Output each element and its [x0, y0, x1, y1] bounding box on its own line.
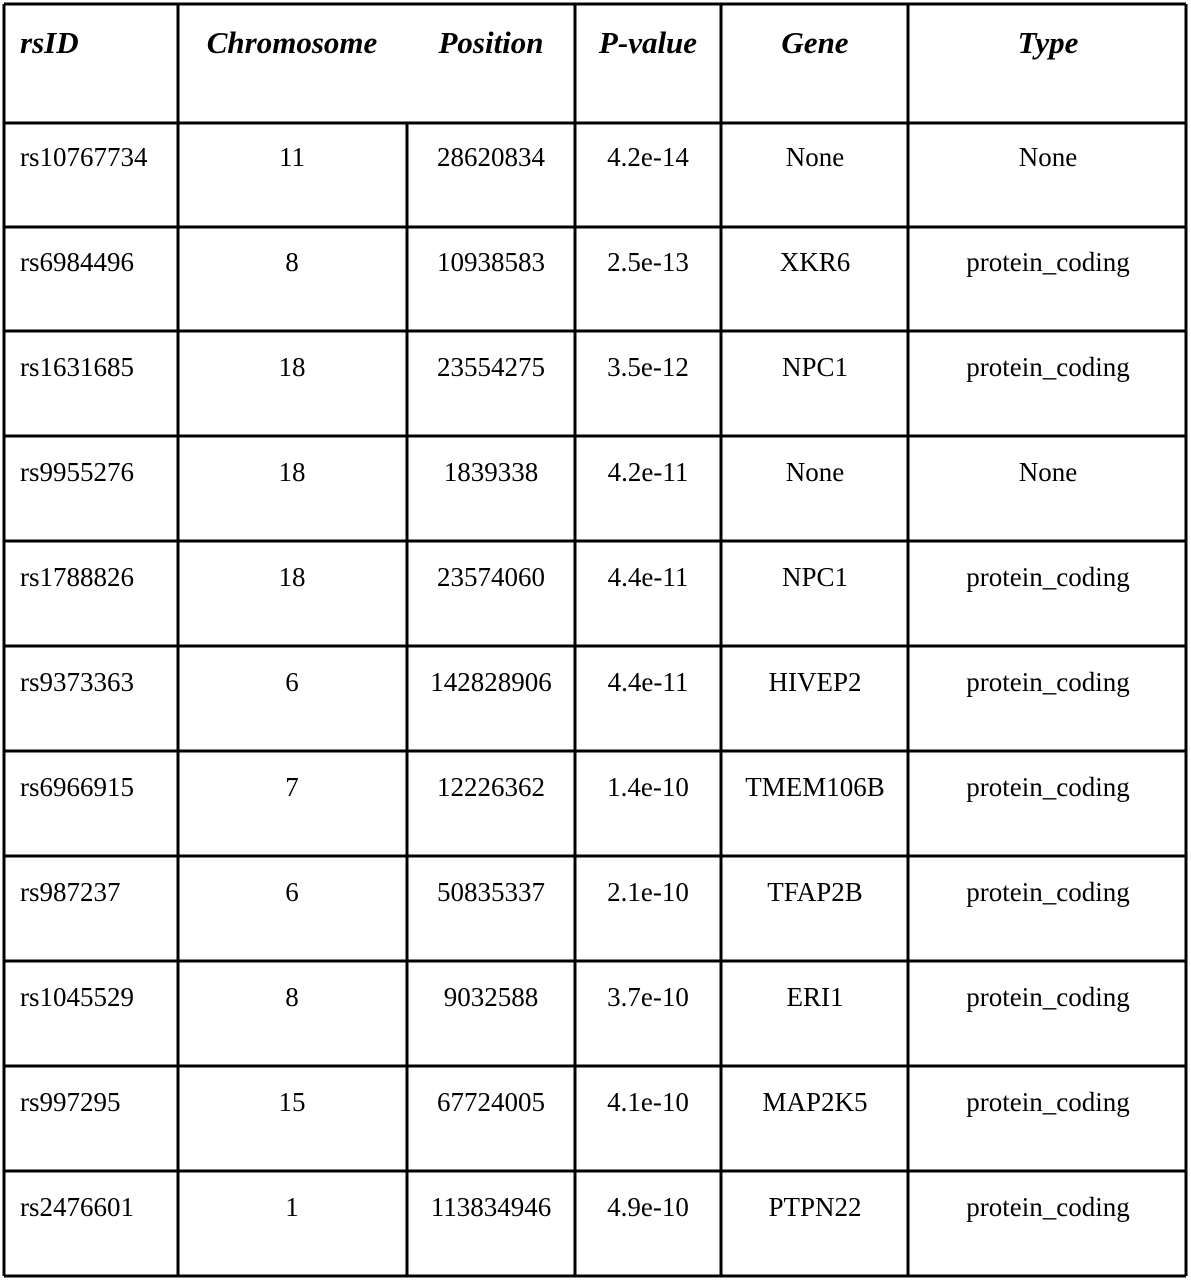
chromosome-cell: 8 [285, 247, 299, 277]
gene-cell: NPC1 [781, 562, 849, 592]
position-cell: 23574060 [437, 562, 545, 592]
pvalue-cell: 3.5e-12 [607, 352, 689, 382]
position-cell: 28620834 [437, 142, 545, 172]
rsid-cell: rs6984496 [20, 247, 134, 277]
type-cell: protein_coding [966, 982, 1130, 1012]
rsid-cell: rs1045529 [20, 982, 134, 1012]
rsid-cell: rs2476601 [20, 1192, 134, 1222]
type-cell: protein_coding [966, 562, 1130, 592]
header-rsid: rsID [20, 25, 79, 60]
chromosome-cell: 18 [278, 352, 306, 382]
header-gene: Gene [781, 25, 849, 60]
type-cell: protein_coding [966, 247, 1130, 277]
gene-cell: TMEM106B [745, 772, 885, 802]
header-pvalue: P-value [598, 25, 698, 60]
type-cell: protein_coding [966, 1192, 1130, 1222]
type-cell: protein_coding [966, 772, 1130, 802]
position-cell: 113834946 [430, 1192, 552, 1222]
rsid-cell: rs997295 [20, 1087, 121, 1117]
type-cell: protein_coding [966, 667, 1130, 697]
type-cell: None [1018, 142, 1078, 172]
pvalue-cell: 4.2e-11 [607, 457, 689, 487]
chromosome-cell: 6 [285, 877, 299, 907]
gene-cell: None [785, 142, 845, 172]
pvalue-cell: 4.2e-14 [607, 142, 689, 172]
chromosome-cell: 7 [285, 772, 299, 802]
type-cell: protein_coding [966, 1087, 1130, 1117]
header-position: Position [438, 25, 544, 60]
header-type: Type [1017, 25, 1079, 60]
header-chromosome: Chromosome [206, 25, 378, 60]
rsid-cell: rs10767734 [20, 142, 148, 172]
pvalue-cell: 4.9e-10 [607, 1192, 689, 1222]
rsid-cell: rs6966915 [20, 772, 134, 802]
chromosome-cell: 11 [279, 142, 305, 172]
gene-cell: TFAP2B [767, 877, 863, 907]
gene-cell: PTPN22 [768, 1192, 862, 1222]
rsid-cell: rs1788826 [20, 562, 134, 592]
gene-cell: XKR6 [779, 247, 851, 277]
position-cell: 9032588 [443, 982, 539, 1012]
position-cell: 142828906 [430, 667, 552, 697]
pvalue-cell: 4.1e-10 [607, 1087, 689, 1117]
position-cell: 1839338 [443, 457, 539, 487]
pvalue-cell: 4.4e-11 [607, 667, 689, 697]
pvalue-cell: 1.4e-10 [607, 772, 689, 802]
position-cell: 10938583 [437, 247, 545, 277]
chromosome-cell: 18 [278, 457, 306, 487]
pvalue-cell: 4.4e-11 [607, 562, 689, 592]
rsid-cell: rs9955276 [20, 457, 134, 487]
pvalue-cell: 2.5e-13 [607, 247, 689, 277]
rsid-cell: rs987237 [20, 877, 121, 907]
rsid-cell: rs9373363 [20, 667, 134, 697]
gene-cell: MAP2K5 [762, 1087, 868, 1117]
chromosome-cell: 8 [285, 982, 299, 1012]
chromosome-cell: 15 [278, 1087, 306, 1117]
chromosome-cell: 1 [285, 1192, 299, 1222]
chromosome-cell: 6 [285, 667, 299, 697]
chromosome-cell: 18 [278, 562, 306, 592]
rsid-cell: rs1631685 [20, 352, 134, 382]
gene-cell: NPC1 [781, 352, 849, 382]
gene-cell: None [785, 457, 845, 487]
type-cell: protein_coding [966, 352, 1130, 382]
type-cell: None [1018, 457, 1078, 487]
pvalue-cell: 2.1e-10 [607, 877, 689, 907]
gene-cell: HIVEP2 [768, 667, 862, 697]
position-cell: 23554275 [437, 352, 545, 382]
position-cell: 67724005 [437, 1087, 545, 1117]
pvalue-cell: 3.7e-10 [607, 982, 689, 1012]
position-cell: 12226362 [437, 772, 545, 802]
position-cell: 50835337 [437, 877, 545, 907]
gene-cell: ERI1 [786, 982, 844, 1012]
type-cell: protein_coding [966, 877, 1130, 907]
